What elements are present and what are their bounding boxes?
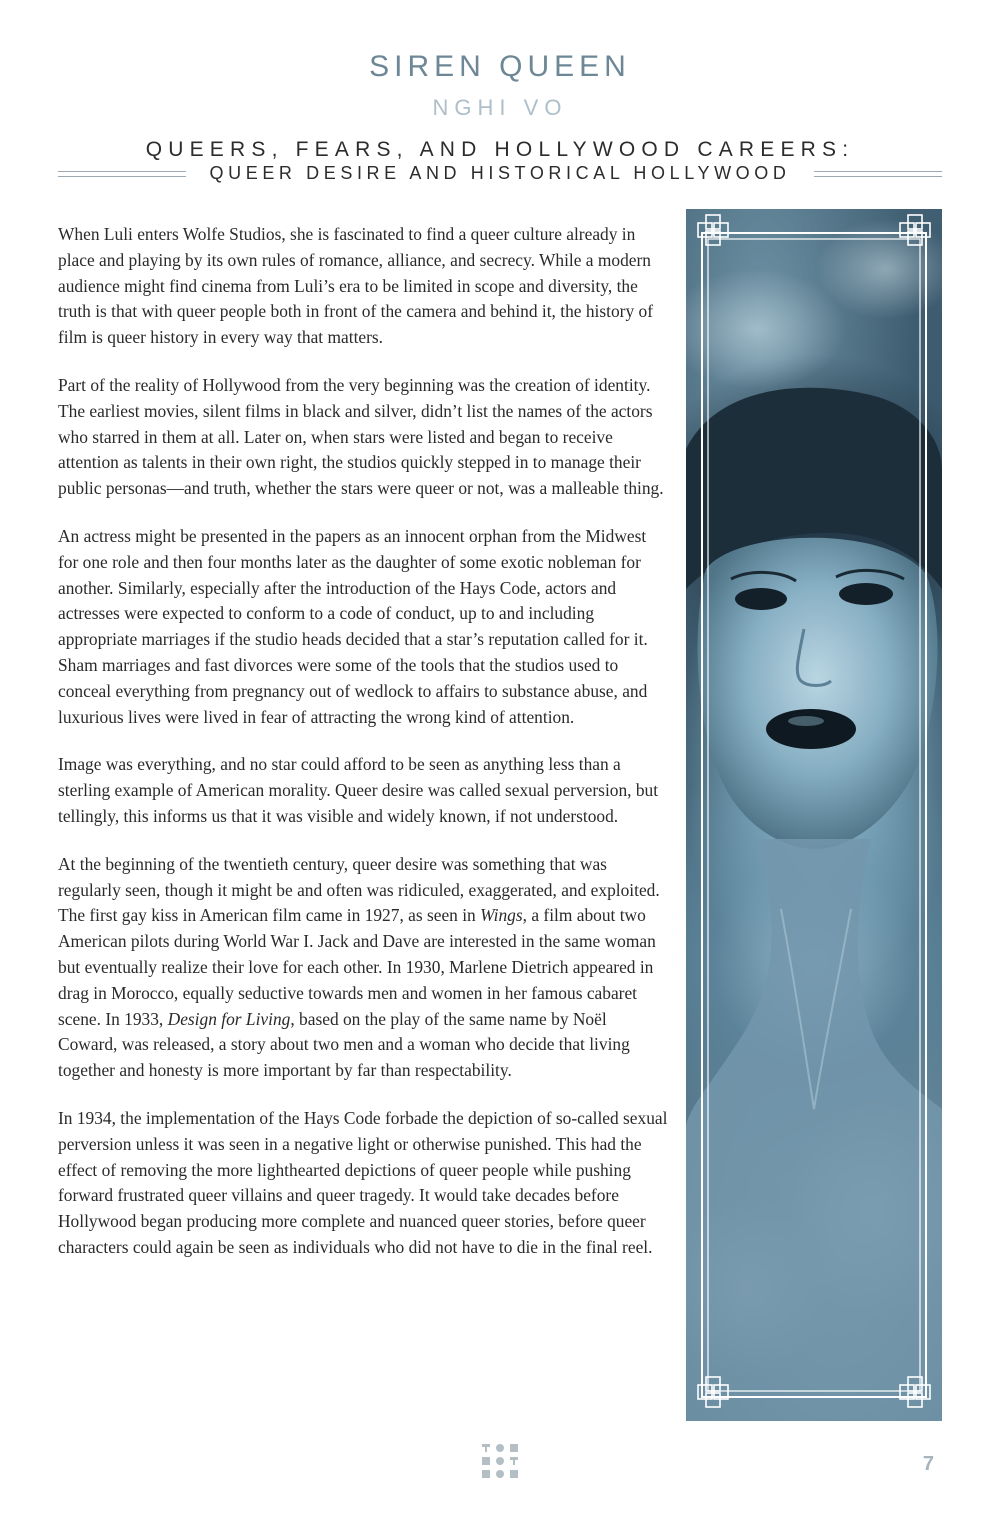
p5-text-b: , a film about two American pilots during World War I. Jack and Dave are interested in the same woman but eventually realize their love for each other. In 1930, Marlene Dietrich appeared in drag in Morocco, equally seductive towards men and women in her famous cabaret scene. In 1933, (58, 905, 656, 1029)
page-number: 7 (922, 1453, 934, 1475)
paragraph-1: When Luli enters Wolfe Studios, she is fascinated to find a queer culture already in place and playing by its own rules of romance, alliance, and secrecy. While a modern audience might find cinema from Luli’s era to be limited in scope and diversity, the truth is that with queer people both in front of the camera and behind it, the history of film is queer history in every way that matters. (58, 224, 653, 348)
film-title-design-for-living: Design for Living (167, 1008, 291, 1029)
paragraph-3: An actress might be presented in the papers as an innocent orphan from the Midwest for one role and then four months later as the daughter of some exotic nobleman for another. Similarly, especially after the introduction of the Hays Code, actors and actresses were expected to conform to a code of conduct, up to and including appropriate marriages if the studio heads decided that a star’s reputation called for it. Sham marriages and fast divorces were some of the tools that the studios used to conceal everything from pregnancy out of wedlock to affairs to substance abuse, and luxurious lives were lived in fear of attracting the wrong kind of attention. (58, 525, 648, 727)
page-title: SIREN QUEEN (369, 50, 631, 83)
subtitle-row (0, 163, 1000, 189)
portrait-illustration (686, 209, 942, 1421)
article-subtitle-line1: QUEERS, FEARS, AND HOLLYWOOD CAREERS: (145, 138, 855, 161)
article-subtitle-line2: QUEER DESIRE AND HISTORICAL HOLLYWOOD (209, 163, 791, 183)
paragraph-5 (58, 852, 670, 1084)
author-name: NGHI VO (432, 95, 568, 120)
p5-text-c: , based on the play of the same name by Noël Coward, was released, a story about two men and a woman who decide that living together and honesty is more important by far than respectability. (58, 1008, 630, 1081)
article-body (58, 222, 670, 1283)
p5-text-a: At the beginning of the twentieth century, queer desire was something that was regularly seen, though it might be and often was ridiculed, exaggerated, and exploited. The first gay kiss in American film came in 1927, as seen in (58, 853, 660, 926)
paragraph-6: In 1934, the implementation of the Hays Code forbade the depiction of so-called sexual perversion unless it was seen in a negative light or otherwise punished. This had the effect of removing the more lighthearted depictions of queer people while pushing forward frustrated queer villains and queer tragedy. It would take decades before Hollywood began producing more complete and nuanced queer stories, before queer characters could again be seen as individuals who did not have to die in the final reel. (58, 1107, 668, 1257)
publisher-logo (482, 1444, 518, 1478)
portrait-image-panel (686, 209, 942, 1421)
paragraph-4: Image was everything, and no star could afford to be seen as anything less than a sterling example of American morality. Queer desire was called sexual perversion, but tellingly, this informs us that it was visible and widely known, if not understood. (58, 754, 659, 826)
decorative-rule-right (814, 171, 942, 179)
film-title-wings: Wings (480, 905, 523, 926)
paragraph-2: Part of the reality of Hollywood from the very beginning was the creation of identity. The earliest movies, silent films in black and silver, didn’t list the names of the actors who starred in them at all. Later on, when stars were listed and began to receive attention as talents in their own right, the studios quickly stepped in to manage their public personas—and truth, whether the stars were queer or not, was a malleable thing. (58, 374, 664, 499)
